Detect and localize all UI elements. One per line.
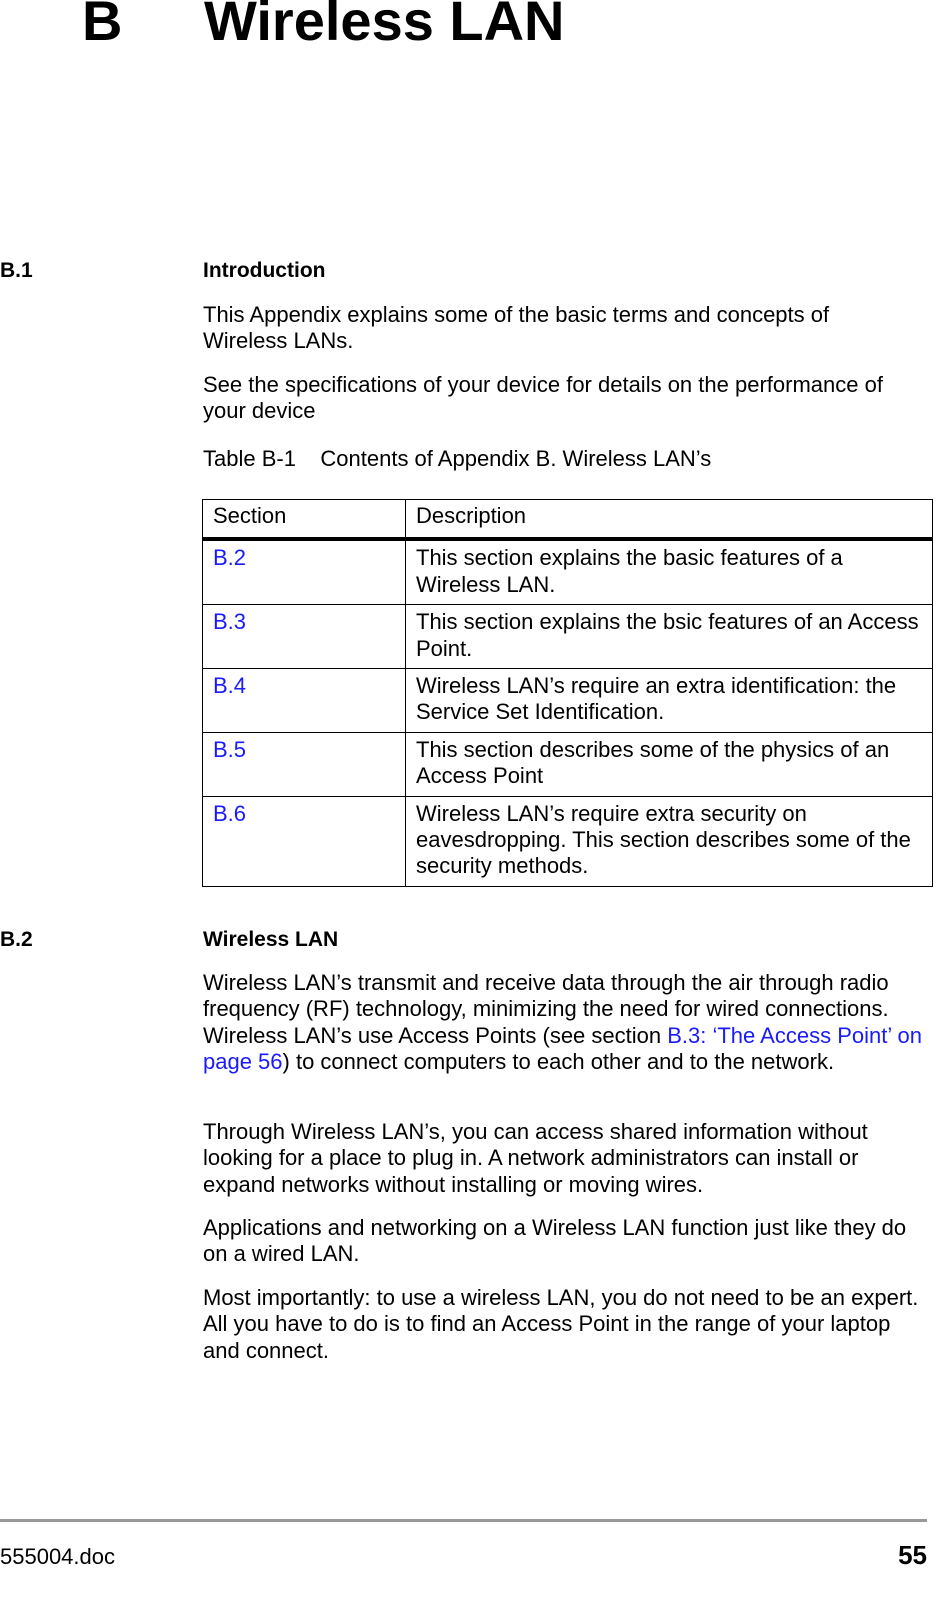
section-link-b5[interactable]: B.5: [213, 736, 247, 762]
row-description: Wireless LAN’s require an extra identification: the Service Set Identification.: [406, 669, 933, 733]
table-row: [203, 539, 933, 604]
section-link-b2[interactable]: B.2: [213, 545, 247, 571]
section-title-b1: Introduction: [203, 259, 326, 282]
header-section: Section: [203, 500, 406, 540]
chapter-number: B: [82, 0, 123, 52]
table-row: [203, 669, 933, 733]
row-description: This section explains the bsic features of an Access Point.: [406, 605, 933, 669]
page-number: 55: [898, 1540, 927, 1570]
footer-divider: [0, 1519, 927, 1522]
table-caption: Table B-1 Contents of Appendix B. Wireless LAN’s: [203, 446, 712, 471]
header-description: Description: [406, 500, 933, 540]
section-link-b6[interactable]: B.6: [213, 800, 247, 826]
wlan-paragraph-4: Most importantly: to use a wireless LAN, you do not need to be an expert. All you have to do is to find an Access Point in the range of your laptop and connect.: [203, 1285, 919, 1363]
footer-doc-name: 555004.doc: [0, 1544, 115, 1569]
row-description: This section explains the basic features of a Wireless LAN.: [406, 539, 933, 604]
section-number-b1: B.1: [0, 259, 33, 282]
table-row: [203, 796, 933, 886]
intro-paragraph-2: See the specifications of your device for details on the performance of your device: [203, 372, 883, 424]
section-link-b3[interactable]: B.3: [213, 609, 247, 635]
chapter-title: Wireless LAN: [204, 0, 565, 52]
row-description: This section describes some of the physics of an Access Point: [406, 732, 933, 796]
access-point-link[interactable]: B.3: ‘The Access Point’ on page 56: [203, 1022, 922, 1075]
wlan-paragraph-1: [203, 970, 933, 1076]
p1-text-end: ) to connect computers to each other and to the network.: [282, 1049, 835, 1075]
section-title-b2: Wireless LAN: [203, 928, 339, 951]
section-number-b2: B.2: [0, 928, 33, 951]
table-row: [203, 732, 933, 796]
section-link-b4[interactable]: B.4: [213, 673, 247, 699]
contents-table: [202, 499, 933, 887]
p1-text: Wireless LAN’s transmit and receive data through the air through radio frequency (RF) technology, minimizing the need for wired connections. Wireless LAN’s use Access Points (see section: [203, 970, 889, 1048]
table-header-row: [203, 500, 933, 540]
table-row: [203, 605, 933, 669]
wlan-paragraph-3: Applications and networking on a Wireless LAN function just like they do on a wired LAN.: [203, 1215, 907, 1267]
row-description: Wireless LAN’s require extra security on eavesdropping. This section describes some of the security methods.: [406, 796, 933, 886]
intro-paragraph-1: This Appendix explains some of the basic terms and concepts of Wireless LANs.: [203, 302, 830, 354]
wlan-paragraph-2: Through Wireless LAN’s, you can access shared information without looking for a place to plug in. A network administrators can install or expand networks without installing or moving wires.: [203, 1119, 868, 1197]
